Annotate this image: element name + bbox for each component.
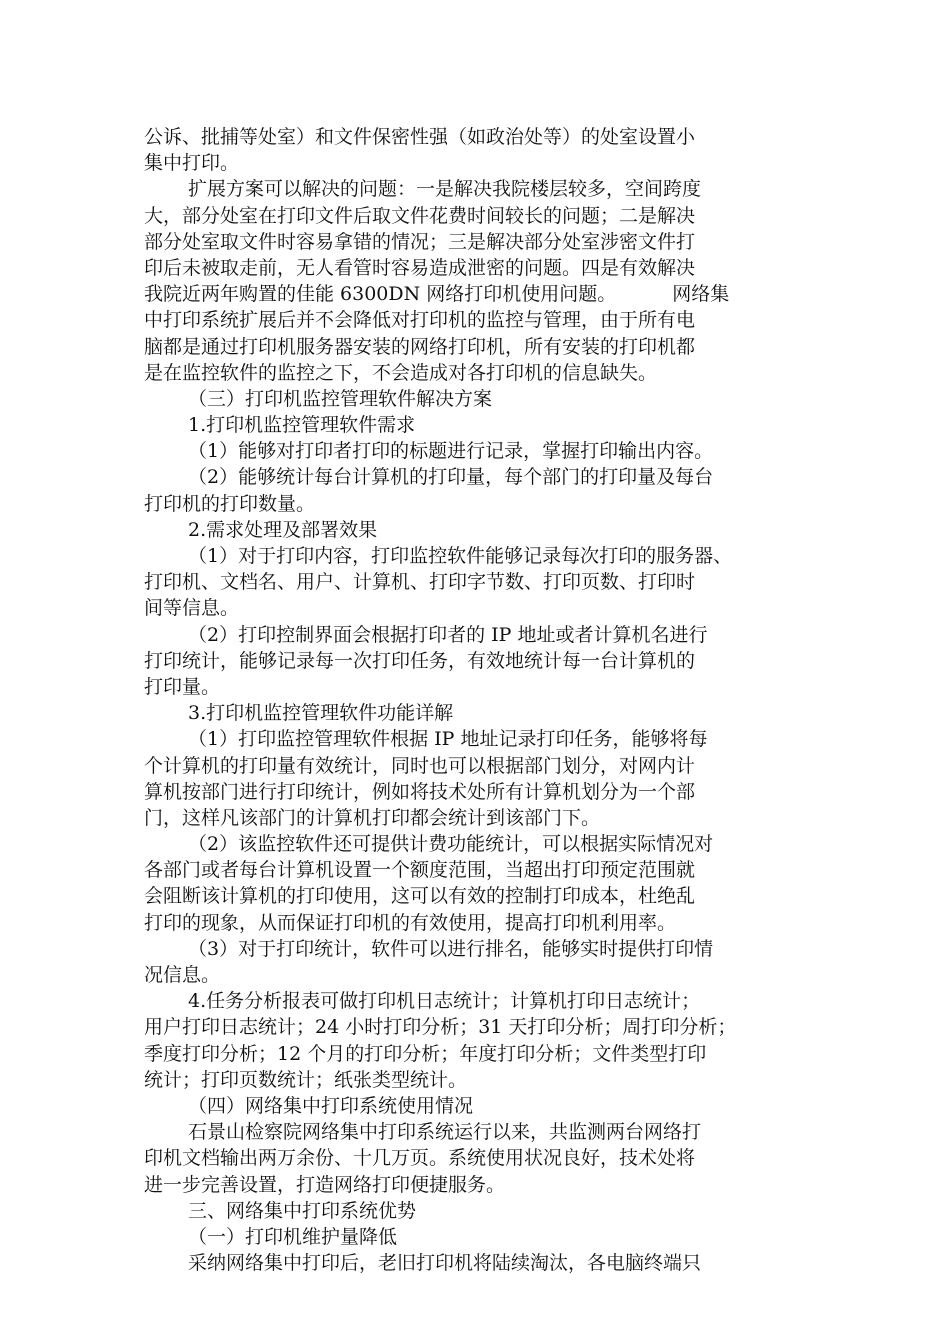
line-text: （1）能够对打印者打印的标题进行记录，掌握打印输出内容。 xyxy=(188,440,714,463)
line-text: 打印机、文档名、用户、计算机、打印字节数、打印页数、打印时 xyxy=(144,571,696,594)
line-text: 打印机的打印数量。 xyxy=(144,492,316,515)
paragraph-line xyxy=(144,831,824,857)
paragraph-line xyxy=(144,622,824,648)
paragraph-line xyxy=(144,1224,824,1250)
line-text: 统计；打印页数统计；纸张类型统计。 xyxy=(144,1068,468,1091)
paragraph-line xyxy=(144,1067,824,1093)
paragraph-line xyxy=(144,700,824,726)
line-text: （1）打印监控管理软件根据 IP 地址记录打印任务，能够将每 xyxy=(188,728,708,751)
paragraph-line xyxy=(144,648,824,674)
paragraph-line xyxy=(144,491,824,517)
line-text: 各部门或者每台计算机设置一个额度范围，当超出打印预定范围就 xyxy=(144,859,696,882)
paragraph-line xyxy=(144,1093,824,1119)
line-text: 是在监控软件的监控之下，不会造成对各打印机的信息缺失。 xyxy=(144,361,658,384)
paragraph-line xyxy=(144,569,824,595)
line-text: 公诉、批捕等处室）和文件保密性强（如政治处等）的处室设置小 xyxy=(144,126,696,148)
paragraph-line xyxy=(144,255,824,281)
paragraph-line xyxy=(144,229,824,255)
paragraph-line xyxy=(144,360,824,386)
line-text: （2）能够统计每台计算机的打印量，每个部门的打印量及每台 xyxy=(188,466,714,489)
paragraph-line xyxy=(144,203,824,229)
line-text: 1.打印机监控管理软件需求 xyxy=(188,414,416,437)
paragraph-line xyxy=(144,1119,824,1145)
line-text: （1）对于打印内容，打印监控软件能够记录每次打印的服务器、 xyxy=(188,545,733,567)
paragraph-line xyxy=(144,910,824,936)
paragraph-line xyxy=(144,988,824,1014)
line-text: 况信息。 xyxy=(144,964,221,986)
paragraph-line xyxy=(144,1145,824,1171)
line-text: （四）网络集中打印系统使用情况 xyxy=(188,1094,474,1117)
paragraph-line xyxy=(144,281,824,307)
line-text: 打印的现象，从而保证打印机的有效使用，提高打印机利用率。 xyxy=(144,911,677,934)
paragraph-line xyxy=(144,176,824,202)
line-text: 脑都是通过打印机服务器安装的网络打印机，所有安装的打印机都 xyxy=(144,335,696,358)
line-text: 季度打印分析；12 个月的打印分析；年度打印分析；文件类型打印 xyxy=(144,1042,707,1065)
paragraph-line xyxy=(144,1198,824,1224)
paragraph-line xyxy=(144,726,824,752)
line-text: 打印量。 xyxy=(144,675,221,698)
paragraph-line xyxy=(144,150,824,176)
line-text: （三）打印机监控管理软件解决方案 xyxy=(188,387,493,410)
paragraph-line xyxy=(144,595,824,621)
paragraph-line xyxy=(144,412,824,438)
paragraph-line xyxy=(144,334,824,360)
line-text: 扩展方案可以解决的问题：一是解决我院楼层较多，空间跨度 xyxy=(188,178,702,201)
line-text: 间等信息。 xyxy=(144,597,240,620)
document-body xyxy=(144,124,824,1276)
paragraph-line xyxy=(144,674,824,700)
line-text: 用户打印日志统计；24 小时打印分析；31 天打印分析；周打印分析； xyxy=(144,1016,737,1039)
paragraph-line xyxy=(144,857,824,883)
line-text: （2）该监控软件还可提供计费功能统计，可以根据实际情况对 xyxy=(188,833,714,856)
line-tail-text: 网络集 xyxy=(672,283,730,306)
line-text: 个计算机的打印量有效统计，同时也可以根据部门划分，对网内计 xyxy=(144,754,696,777)
line-text: 三、网络集中打印系统优势 xyxy=(188,1199,417,1222)
line-text: （一）打印机维护量降低 xyxy=(188,1225,398,1248)
line-text: 门，这样凡该部门的计算机打印都会统计到该部门下。 xyxy=(144,806,601,829)
line-text: （3）对于打印统计，软件可以进行排名，能够实时提供打印情 xyxy=(188,937,714,960)
paragraph-line xyxy=(144,1172,824,1198)
line-text: 中打印系统扩展后并不会降低对打印机的监控与管理，由于所有电 xyxy=(144,309,696,332)
paragraph-line xyxy=(144,936,824,962)
paragraph-line xyxy=(144,883,824,909)
line-text: 印后未被取走前，无人看管时容易造成泄密的问题。四是有效解决 xyxy=(144,256,696,279)
line-text: 石景山检察院网络集中打印系统运行以来，共监测两台网络打 xyxy=(188,1121,702,1144)
line-text: 印机文档输出两万余份、十几万页。系统使用状况良好，技术处将 xyxy=(144,1147,696,1170)
paragraph-line xyxy=(144,124,824,150)
line-text: 进一步完善设置，打造网络打印便捷服务。 xyxy=(144,1173,506,1196)
line-text: 会阻断该计算机的打印使用，这可以有效的控制打印成本，杜绝乱 xyxy=(144,885,696,908)
line-text: 大，部分处室在打印文件后取文件花费时间较长的问题；二是解决 xyxy=(144,204,696,227)
line-text: 部分处室取文件时容易拿错的情况；三是解决部分处室涉密文件打 xyxy=(144,230,696,253)
line-text: 我院近两年购置的佳能 6300DN 网络打印机使用问题。 xyxy=(144,283,617,306)
line-text: （2）打印控制界面会根据打印者的 IP 地址或者计算机名进行 xyxy=(188,623,708,646)
paragraph-line xyxy=(144,386,824,412)
paragraph-line xyxy=(144,438,824,464)
paragraph-line xyxy=(144,805,824,831)
paragraph-line xyxy=(144,1250,824,1276)
line-text: 4.任务分析报表可做打印机日志统计；计算机打印日志统计； xyxy=(188,990,701,1013)
paragraph-line xyxy=(144,753,824,779)
line-text: 2.需求处理及部署效果 xyxy=(188,518,378,541)
line-text: 采纳网络集中打印后，老旧打印机将陆续淘汰，各电脑终端只 xyxy=(188,1252,702,1275)
paragraph-line xyxy=(144,1041,824,1067)
line-text: 算机按部门进行打印统计，例如将技术处所有计算机划分为一个部 xyxy=(144,780,696,803)
paragraph-line xyxy=(144,543,824,569)
paragraph-line xyxy=(144,1014,824,1040)
paragraph-line xyxy=(144,307,824,333)
paragraph-line xyxy=(144,962,824,988)
line-text: 3.打印机监控管理软件功能详解 xyxy=(188,702,454,725)
line-text: 打印统计，能够记录每一次打印任务，有效地统计每一台计算机的 xyxy=(144,649,696,672)
paragraph-line xyxy=(144,517,824,543)
paragraph-line xyxy=(144,779,824,805)
paragraph-line xyxy=(144,464,824,490)
line-text: 集中打印。 xyxy=(144,152,240,175)
